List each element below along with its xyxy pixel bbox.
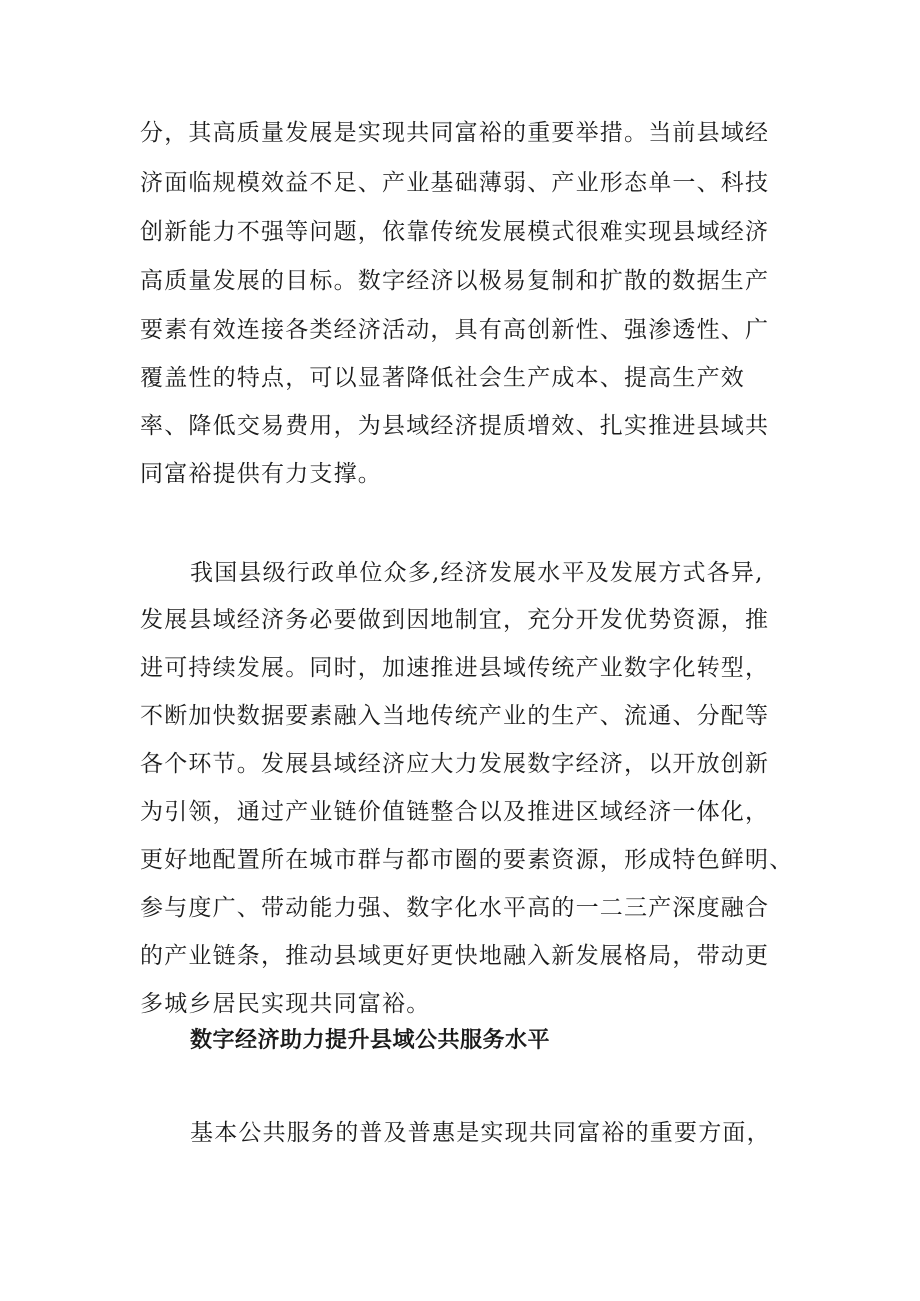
paragraph-2-line-4: 不断加快数据要素融入当地传统产业的生产、流通、分配等 [140,703,770,729]
paragraph-1-line-2: 济面临规模效益不足、产业基础薄弱、产业形态单一、科技 [140,170,770,196]
paragraph-1-line-8: 同富裕提供有力支撑。 [140,461,382,487]
paragraph-2-line-7: 更好地配置所在城市群与都市圈的要素资源，形成特色鲜明、 [140,847,794,873]
paragraph-2-line-10: 多城乡居民实现共同富裕。 [140,991,431,1017]
paragraph-2-line-1: 我国县级行政单位众多,经济发展水平及发展方式各异, [190,560,764,586]
paragraph-3-line-1: 基本公共服务的普及普惠是实现共同富裕的重要方面， [190,1120,771,1146]
paragraph-1-line-7: 率、降低交易费用，为县域经济提质增效、扎实推进县域共 [140,413,770,439]
paragraph-2-line-9: 的产业链条，推动县域更好更快地融入新发展格局，带动更 [140,943,770,969]
paragraph-2-line-5: 各个环节。发展县域经济应大力发展数字经济，以开放创新 [140,751,770,777]
paragraph-1-line-1: 分，其高质量发展是实现共同富裕的重要举措。当前县域经 [140,120,770,146]
paragraph-2-line-2: 发展县域经济务必要做到因地制宜，充分开发优势资源，推 [140,607,770,633]
section-heading: 数字经济助力提升县域公共服务水平 [190,1028,551,1053]
paragraph-1-line-4: 高质量发展的目标。数字经济以极易复制和扩散的数据生产 [140,268,770,294]
paragraph-2-line-3: 进可持续发展。同时，加速推进县域传统产业数字化转型， [140,655,770,681]
paragraph-1-line-5: 要素有效连接各类经济活动，具有高创新性、强渗透性、广 [140,317,770,343]
paragraph-2-line-8: 参与度广、带动能力强、数字化水平高的一二三产深度融合 [140,895,770,921]
paragraph-1-line-3: 创新能力不强等问题，依靠传统发展模式很难实现县域经济 [140,219,770,245]
paragraph-1-line-6: 覆盖性的特点，可以显著降低社会生产成本、提高生产效 [140,365,745,391]
paragraph-2-line-6: 为引领，通过产业链价值链整合以及推进区域经济一体化， [140,799,770,825]
